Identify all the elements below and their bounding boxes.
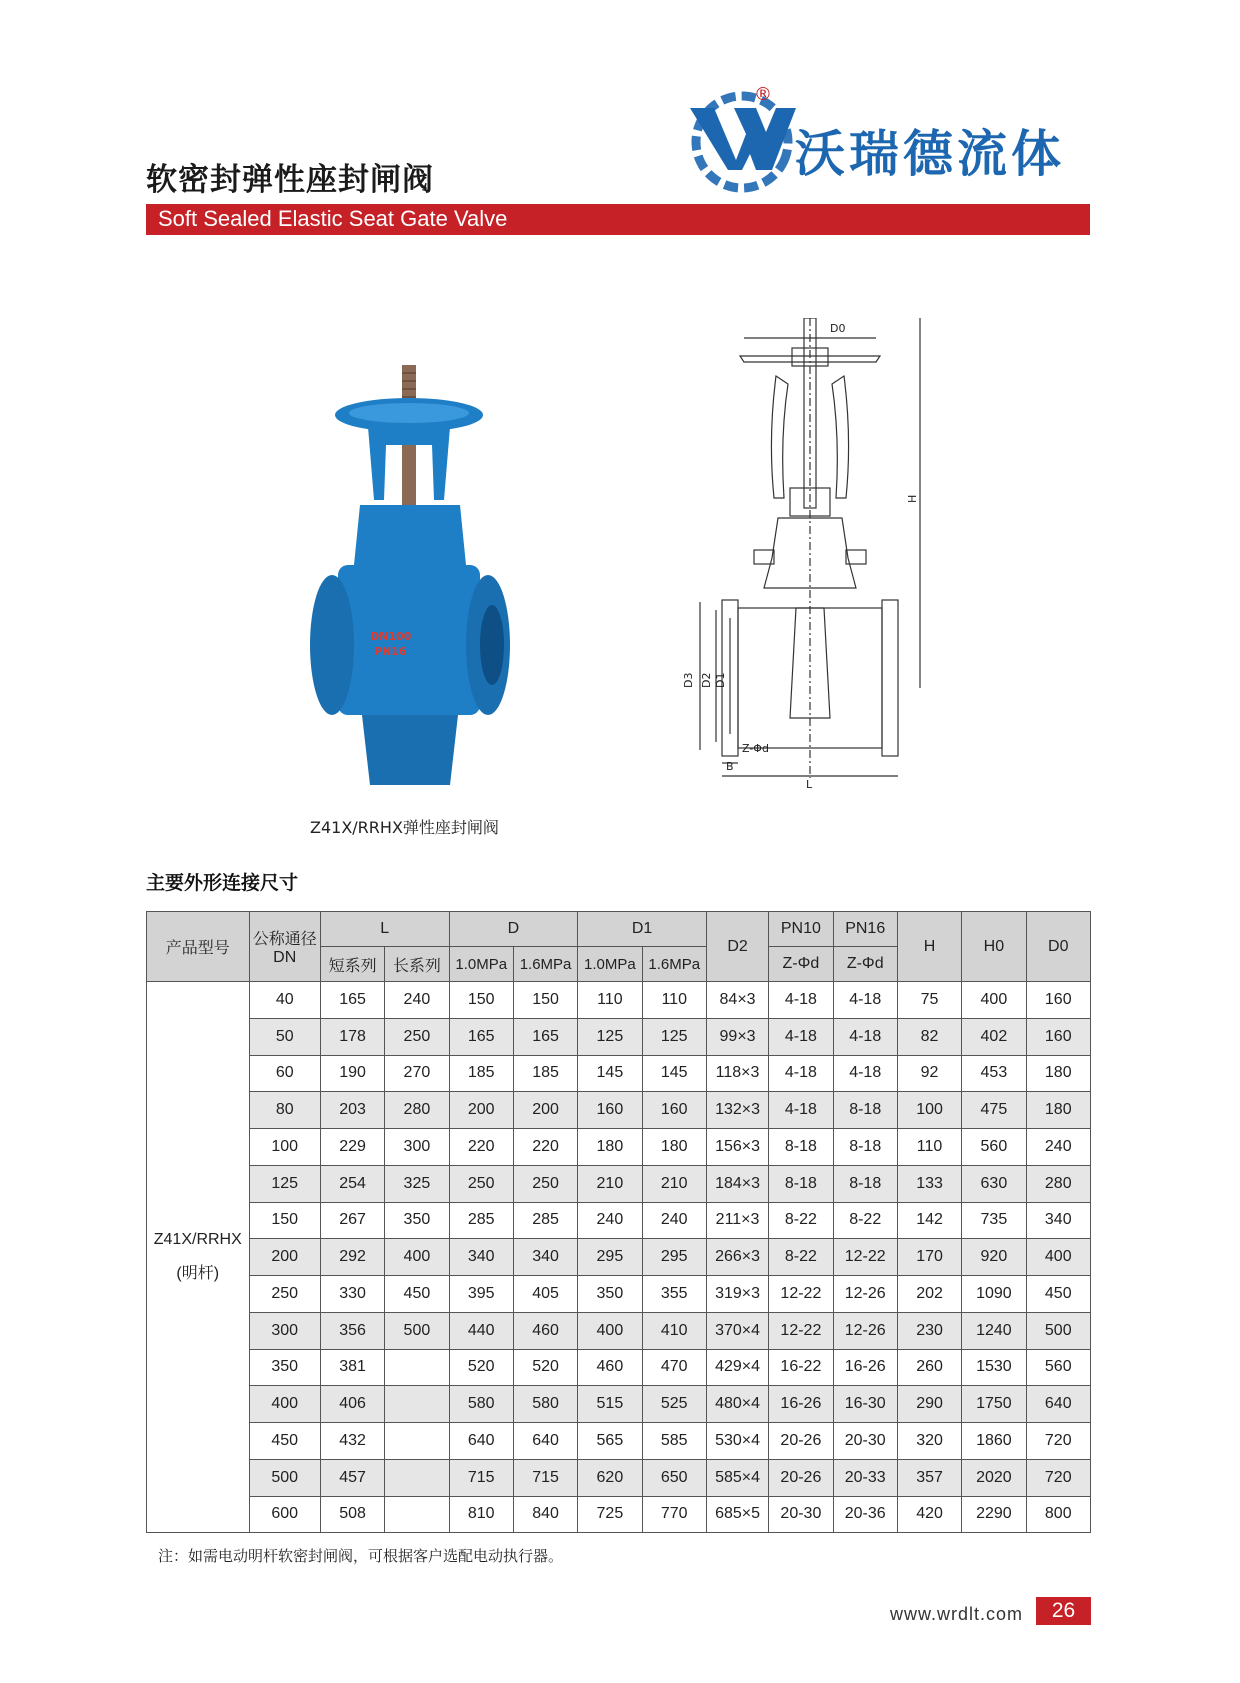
table-cell: 8-18 — [833, 1129, 897, 1166]
table-cell: 350 — [385, 1202, 449, 1239]
table-row — [147, 1276, 1091, 1313]
table-cell: 4-18 — [769, 1018, 833, 1055]
table-cell: 453 — [962, 1055, 1026, 1092]
table-cell: 16-22 — [769, 1349, 833, 1386]
table-cell: 8-22 — [769, 1239, 833, 1276]
table-cell: 400 — [249, 1386, 320, 1423]
table-cell: 450 — [1026, 1276, 1090, 1313]
table-cell: 280 — [1026, 1165, 1090, 1202]
table-cell: 180 — [1026, 1055, 1090, 1092]
table-cell: 125 — [578, 1018, 642, 1055]
table-cell: 1750 — [962, 1386, 1026, 1423]
table-cell: 12-26 — [833, 1312, 897, 1349]
table-cell: 585 — [642, 1423, 706, 1460]
table-cell: 429×4 — [706, 1349, 768, 1386]
col-d-1mpa: 1.0MPa — [449, 947, 513, 982]
col-d1-1mpa: 1.0MPa — [578, 947, 642, 982]
table-row — [147, 1496, 1091, 1533]
table-row — [147, 1312, 1091, 1349]
photo-caption: Z41X/RRHX弹性座封闸阀 — [310, 818, 499, 837]
table-cell: 190 — [320, 1055, 384, 1092]
table-cell: 150 — [249, 1202, 320, 1239]
table-cell: 220 — [449, 1129, 513, 1166]
table-cell: 460 — [513, 1312, 577, 1349]
table-cell: 99×3 — [706, 1018, 768, 1055]
table-cell: 470 — [642, 1349, 706, 1386]
table-row — [147, 1239, 1091, 1276]
table-cell: 20-30 — [769, 1496, 833, 1533]
table-cell: 457 — [320, 1459, 384, 1496]
table-cell: 4-18 — [769, 1055, 833, 1092]
table-cell: 400 — [385, 1239, 449, 1276]
table-cell: 240 — [642, 1202, 706, 1239]
table-cell: 500 — [1026, 1312, 1090, 1349]
table-cell: 178 — [320, 1018, 384, 1055]
table-cell: 735 — [962, 1202, 1026, 1239]
table-cell — [385, 1459, 449, 1496]
table-cell: 110 — [578, 982, 642, 1019]
table-cell: 20-36 — [833, 1496, 897, 1533]
table-cell: 8-22 — [833, 1202, 897, 1239]
table-cell: 150 — [449, 982, 513, 1019]
table-cell: 350 — [249, 1349, 320, 1386]
table-cell: 125 — [642, 1018, 706, 1055]
table-row — [147, 1165, 1091, 1202]
table-cell: 285 — [449, 1202, 513, 1239]
table-cell: 340 — [449, 1239, 513, 1276]
table-cell: 165 — [320, 982, 384, 1019]
table-cell: 210 — [642, 1165, 706, 1202]
col-model: 产品型号 — [147, 912, 250, 982]
table-cell: 500 — [385, 1312, 449, 1349]
table-cell: 402 — [962, 1018, 1026, 1055]
table-cell: 640 — [1026, 1386, 1090, 1423]
table-cell: 520 — [513, 1349, 577, 1386]
table-body — [147, 982, 1091, 1533]
table-cell: 160 — [1026, 982, 1090, 1019]
table-cell: 800 — [1026, 1496, 1090, 1533]
table-cell: 165 — [513, 1018, 577, 1055]
table-cell: 725 — [578, 1496, 642, 1533]
col-d: D — [449, 912, 578, 947]
table-cell: 229 — [320, 1129, 384, 1166]
brand-name: 沃瑞德流体 — [795, 125, 1065, 183]
table-cell: 300 — [249, 1312, 320, 1349]
table-cell: 810 — [449, 1496, 513, 1533]
table-cell: 150 — [513, 982, 577, 1019]
table-cell: 250 — [513, 1165, 577, 1202]
table-cell: 640 — [449, 1423, 513, 1460]
col-l-long: 长系列 — [385, 947, 449, 982]
col-dn-en: DN — [273, 949, 297, 966]
table-cell: 80 — [249, 1092, 320, 1129]
table-cell: 585×4 — [706, 1459, 768, 1496]
col-pn10: PN10 — [769, 912, 833, 947]
table-cell: 220 — [513, 1129, 577, 1166]
table-cell: 400 — [1026, 1239, 1090, 1276]
dimension-table — [146, 911, 1091, 1533]
table-cell — [385, 1423, 449, 1460]
table-cell: 20-30 — [833, 1423, 897, 1460]
table-cell: 480×4 — [706, 1386, 768, 1423]
table-cell: 432 — [320, 1423, 384, 1460]
table-cell: 145 — [642, 1055, 706, 1092]
table-cell: 565 — [578, 1423, 642, 1460]
table-cell: 620 — [578, 1459, 642, 1496]
table-cell: 4-18 — [769, 1092, 833, 1129]
col-dn-cn: 公称通径 — [252, 931, 317, 948]
table-cell: 8-18 — [769, 1129, 833, 1166]
table-cell: 84×3 — [706, 982, 768, 1019]
table-cell: 320 — [897, 1423, 961, 1460]
table-cell: 840 — [513, 1496, 577, 1533]
table-cell: 180 — [1026, 1092, 1090, 1129]
table-cell: 12-22 — [833, 1239, 897, 1276]
table-cell: 1530 — [962, 1349, 1026, 1386]
table-cell: 410 — [642, 1312, 706, 1349]
table-cell: 75 — [897, 982, 961, 1019]
table-cell: 381 — [320, 1349, 384, 1386]
table-cell: 20-33 — [833, 1459, 897, 1496]
table-row — [147, 1092, 1091, 1129]
table-row — [147, 1202, 1091, 1239]
table-cell: 50 — [249, 1018, 320, 1055]
col-h0: H0 — [962, 912, 1026, 982]
table-cell: 92 — [897, 1055, 961, 1092]
table-cell: 165 — [449, 1018, 513, 1055]
table-cell: 357 — [897, 1459, 961, 1496]
table-cell: 450 — [385, 1276, 449, 1313]
table-cell: 340 — [1026, 1202, 1090, 1239]
table-cell — [385, 1349, 449, 1386]
table-cell: 325 — [385, 1165, 449, 1202]
dim-d1-label: D1 — [714, 672, 727, 688]
table-cell: 40 — [249, 982, 320, 1019]
table-cell: 350 — [578, 1276, 642, 1313]
table-cell: 260 — [897, 1349, 961, 1386]
table-cell: 132×3 — [706, 1092, 768, 1129]
table-cell: 1090 — [962, 1276, 1026, 1313]
table-cell: 8-18 — [833, 1165, 897, 1202]
dim-b-label: B — [726, 760, 734, 773]
table-cell: 12-26 — [833, 1276, 897, 1313]
section-title: 主要外形连接尺寸 — [146, 872, 299, 894]
table-cell: 2290 — [962, 1496, 1026, 1533]
table-cell: 530×4 — [706, 1423, 768, 1460]
table-cell: 420 — [897, 1496, 961, 1533]
table-cell: 4-18 — [833, 1055, 897, 1092]
table-cell: 770 — [642, 1496, 706, 1533]
col-d1: D1 — [578, 912, 707, 947]
col-pn10-z: Z-Φd — [769, 947, 833, 982]
table-cell: 4-18 — [769, 982, 833, 1019]
table-cell: 110 — [642, 982, 706, 1019]
table-cell: 300 — [385, 1129, 449, 1166]
table-cell: 1240 — [962, 1312, 1026, 1349]
table-cell: 16-26 — [833, 1349, 897, 1386]
table-cell: 515 — [578, 1386, 642, 1423]
svg-text:PN16: PN16 — [374, 645, 407, 658]
table-cell: 2020 — [962, 1459, 1026, 1496]
table-cell: 203 — [320, 1092, 384, 1129]
table-cell: 356 — [320, 1312, 384, 1349]
table-cell: 640 — [513, 1423, 577, 1460]
table-cell: 460 — [578, 1349, 642, 1386]
table-cell: 355 — [642, 1276, 706, 1313]
table-cell: 280 — [385, 1092, 449, 1129]
table-cell: 715 — [513, 1459, 577, 1496]
table-cell: 340 — [513, 1239, 577, 1276]
table-row — [147, 1349, 1091, 1386]
table-cell: 230 — [897, 1312, 961, 1349]
table-cell: 290 — [897, 1386, 961, 1423]
table-cell: 720 — [1026, 1423, 1090, 1460]
table-cell: 715 — [449, 1459, 513, 1496]
table-cell: 405 — [513, 1276, 577, 1313]
table-cell: 580 — [449, 1386, 513, 1423]
table-row — [147, 1129, 1091, 1166]
table-cell: 400 — [962, 982, 1026, 1019]
col-pn16-z: Z-Φd — [833, 947, 897, 982]
table-cell: 202 — [897, 1276, 961, 1313]
page-title-en: Soft Sealed Elastic Seat Gate Valve — [158, 206, 508, 231]
table-cell: 240 — [1026, 1129, 1090, 1166]
table-cell: 200 — [249, 1239, 320, 1276]
table-cell: 142 — [897, 1202, 961, 1239]
table-cell: 560 — [1026, 1349, 1090, 1386]
table-cell: 254 — [320, 1165, 384, 1202]
table-cell: 145 — [578, 1055, 642, 1092]
table-cell: 180 — [578, 1129, 642, 1166]
table-cell: 8-18 — [769, 1165, 833, 1202]
table-cell: 270 — [385, 1055, 449, 1092]
table-cell: 82 — [897, 1018, 961, 1055]
table-cell: 16-26 — [769, 1386, 833, 1423]
registered-mark: ® — [754, 84, 772, 105]
table-cell: 133 — [897, 1165, 961, 1202]
website-link[interactable]: www.wrdlt.com — [890, 1604, 1024, 1624]
table-cell: 185 — [513, 1055, 577, 1092]
table-cell: 4-18 — [833, 982, 897, 1019]
table-cell: 630 — [962, 1165, 1026, 1202]
table-cell: 16-30 — [833, 1386, 897, 1423]
table-cell: 400 — [578, 1312, 642, 1349]
table-cell: 395 — [449, 1276, 513, 1313]
table-cell: 118×3 — [706, 1055, 768, 1092]
table-row — [147, 1386, 1091, 1423]
table-cell: 285 — [513, 1202, 577, 1239]
table-cell: 240 — [578, 1202, 642, 1239]
table-cell: 330 — [320, 1276, 384, 1313]
table-cell: 210 — [578, 1165, 642, 1202]
table-cell: 211×3 — [706, 1202, 768, 1239]
dim-d3-label: D3 — [682, 672, 695, 688]
model-variant: (明杆) — [176, 1265, 220, 1283]
table-row — [147, 982, 1091, 1019]
col-d1-16mpa: 1.6MPa — [642, 947, 706, 982]
technical-drawing — [680, 318, 940, 848]
table-cell: 100 — [249, 1129, 320, 1166]
col-dn — [249, 912, 320, 982]
dim-d2-label: D2 — [700, 672, 713, 688]
table-cell: 60 — [249, 1055, 320, 1092]
dim-d0-label: D0 — [830, 322, 846, 335]
table-cell: 650 — [642, 1459, 706, 1496]
table-cell: 500 — [249, 1459, 320, 1496]
table-cell: 406 — [320, 1386, 384, 1423]
table-cell: 185 — [449, 1055, 513, 1092]
dim-h-label: H — [906, 494, 919, 503]
table-cell: 156×3 — [706, 1129, 768, 1166]
page-number: 26 — [1036, 1597, 1091, 1625]
footnote: 注：如需电动明杆软密封闸阀，可根据客户选配电动执行器。 — [158, 1547, 564, 1565]
table-cell: 100 — [897, 1092, 961, 1129]
dim-l-label: L — [806, 778, 813, 791]
table-cell: 440 — [449, 1312, 513, 1349]
table-cell: 450 — [249, 1423, 320, 1460]
model-name: Z41X/RRHX — [153, 1231, 242, 1249]
col-d-16mpa: 1.6MPa — [513, 947, 577, 982]
table-cell: 580 — [513, 1386, 577, 1423]
table-cell: 295 — [642, 1239, 706, 1276]
table-cell: 600 — [249, 1496, 320, 1533]
table-cell: 319×3 — [706, 1276, 768, 1313]
table-cell: 920 — [962, 1239, 1026, 1276]
page-title-cn: 软密封弹性座封闸阀 — [146, 162, 434, 198]
table-cell: 240 — [385, 982, 449, 1019]
table-cell: 250 — [385, 1018, 449, 1055]
table-cell: 266×3 — [706, 1239, 768, 1276]
table-cell: 475 — [962, 1092, 1026, 1129]
table-cell: 1860 — [962, 1423, 1026, 1460]
table-cell: 250 — [249, 1276, 320, 1313]
model-cell — [147, 982, 250, 1533]
col-h: H — [897, 912, 961, 982]
table-cell: 250 — [449, 1165, 513, 1202]
table-cell: 8-22 — [769, 1202, 833, 1239]
table-cell: 370×4 — [706, 1312, 768, 1349]
table-cell: 20-26 — [769, 1423, 833, 1460]
table-cell: 267 — [320, 1202, 384, 1239]
col-l-short: 短系列 — [320, 947, 384, 982]
table-cell: 295 — [578, 1239, 642, 1276]
col-pn16: PN16 — [833, 912, 897, 947]
table-cell: 110 — [897, 1129, 961, 1166]
table-cell — [385, 1496, 449, 1533]
table-cell: 160 — [642, 1092, 706, 1129]
table-cell: 170 — [897, 1239, 961, 1276]
table-row — [147, 1018, 1091, 1055]
table-cell — [385, 1386, 449, 1423]
table-cell: 292 — [320, 1239, 384, 1276]
svg-text:DN100: DN100 — [370, 630, 412, 643]
table-cell: 160 — [578, 1092, 642, 1129]
table-cell: 125 — [249, 1165, 320, 1202]
table-cell: 720 — [1026, 1459, 1090, 1496]
col-d0: D0 — [1026, 912, 1090, 982]
table-cell: 160 — [1026, 1018, 1090, 1055]
table-cell: 200 — [449, 1092, 513, 1129]
table-cell: 180 — [642, 1129, 706, 1166]
table-cell: 12-22 — [769, 1312, 833, 1349]
table-cell: 184×3 — [706, 1165, 768, 1202]
dim-zd-label: Z-Φd — [742, 742, 769, 755]
table-cell: 560 — [962, 1129, 1026, 1166]
valve-photo — [310, 365, 510, 805]
table-cell: 520 — [449, 1349, 513, 1386]
table-row — [147, 1055, 1091, 1092]
table-cell: 20-26 — [769, 1459, 833, 1496]
col-l: L — [320, 912, 449, 947]
table-cell: 4-18 — [833, 1018, 897, 1055]
table-cell: 8-18 — [833, 1092, 897, 1129]
table-cell: 508 — [320, 1496, 384, 1533]
table-cell: 685×5 — [706, 1496, 768, 1533]
table-cell: 525 — [642, 1386, 706, 1423]
table-cell: 200 — [513, 1092, 577, 1129]
col-d2: D2 — [706, 912, 768, 982]
table-row — [147, 1459, 1091, 1496]
table-row — [147, 1423, 1091, 1460]
table-cell: 12-22 — [769, 1276, 833, 1313]
